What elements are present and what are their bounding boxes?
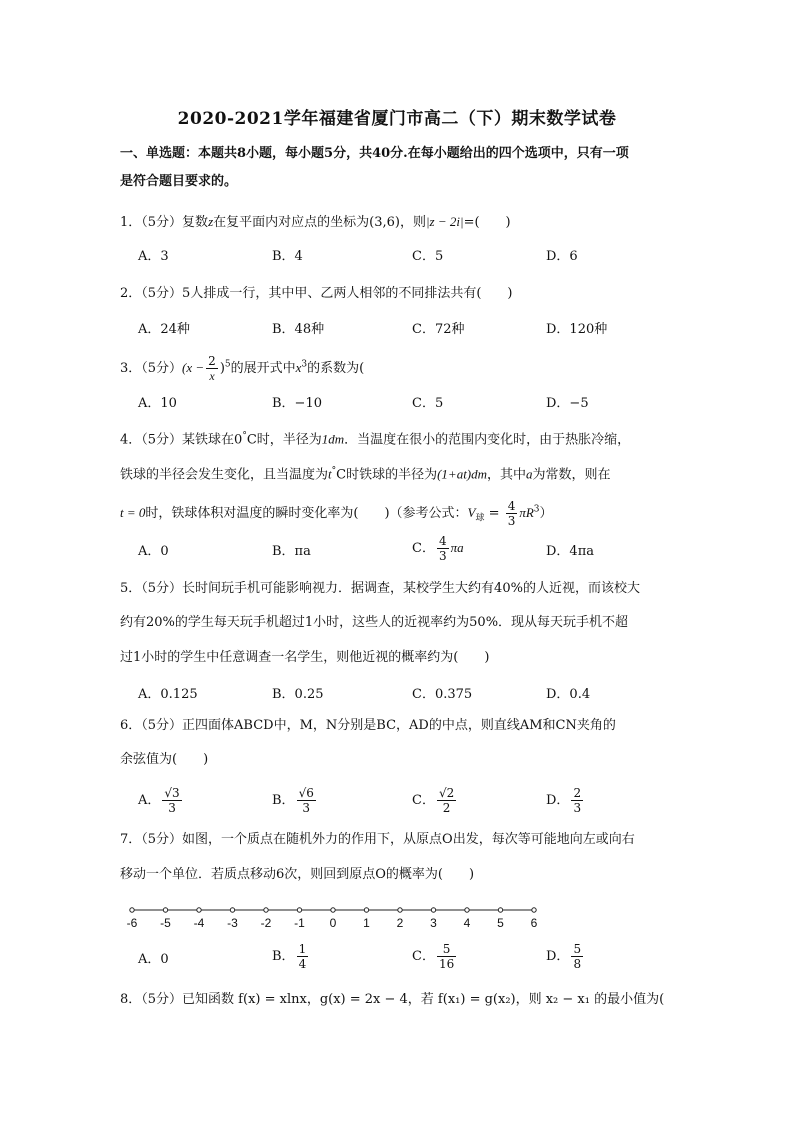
q7-option-c[interactable]	[412, 942, 458, 971]
q7-b-fraction	[297, 942, 309, 971]
question-1-expr: |z − 2i|	[425, 214, 464, 229]
question-3-text2: 的系数为(	[307, 361, 365, 376]
number-line-label: -5	[160, 916, 171, 930]
q6-b-num: √6	[298, 786, 314, 800]
q5-option-d[interactable]: D．0.4	[546, 687, 591, 702]
q4-l3-pow: 3	[533, 504, 540, 515]
question-3-text: 的展开式中	[230, 361, 296, 376]
question-1-number: 1．（5分）	[120, 215, 183, 230]
question-3	[120, 354, 680, 383]
q4-l2d: 为常数，则在	[532, 467, 611, 483]
number-line-point	[230, 908, 234, 912]
q7-option-a[interactable]: A．0	[138, 952, 169, 967]
q1-option-a[interactable]: A．3	[138, 249, 169, 264]
q6-option-a[interactable]	[138, 786, 184, 815]
question-8-number: 8．（5分）	[120, 992, 183, 1007]
q6-b-fraction	[297, 786, 316, 815]
question-1-text-a: 复数	[182, 215, 209, 230]
q4-l1c: ．当温度在很小的范围内变化时，由于热胀冷缩，	[344, 432, 631, 448]
number-line-point	[364, 908, 368, 912]
q5-option-c[interactable]: C．0.375	[412, 687, 473, 702]
q4-l1-unit: 1dm	[321, 431, 345, 447]
question-1-text-b: 在复平面内对应点的坐标为	[213, 215, 370, 230]
q6-a-num: √3	[164, 786, 180, 800]
question-3-number: 3．（5分）	[120, 361, 183, 376]
q1-option-b[interactable]: B．4	[272, 249, 303, 264]
q6-c-num: √2	[438, 786, 455, 800]
q1-option-c[interactable]: C．5	[412, 249, 444, 264]
question-1	[120, 212, 680, 233]
question-3-x-power: 3	[301, 359, 308, 370]
q4-option-a[interactable]: A．0	[138, 544, 169, 559]
number-line-point	[163, 908, 167, 912]
q4-l2-deg: °	[331, 466, 337, 476]
number-line-label: 3	[430, 916, 437, 930]
number-line-point	[431, 908, 435, 912]
q4-l3-close: ）	[539, 506, 553, 521]
q8-l1: 已知函数 f(x) = xlnx，g(x) = 2x − 4，若 f(x₁) = g(x₂)，则 x₂ − x₁ 的最小值为(	[182, 992, 665, 1007]
q5-option-b[interactable]: B．0.25	[272, 687, 324, 702]
q6-a-den: 3	[168, 801, 176, 815]
question-4-number: 4．（5分）	[120, 432, 183, 448]
q4-c-num: 4	[438, 534, 447, 548]
q4-option-b[interactable]: B．πa	[272, 544, 311, 559]
q5-l1: 长时间玩手机可能影响视力．据调查，某校学生大约有40%的人近视，而该校大	[182, 581, 640, 596]
q7-b-den: 4	[298, 957, 307, 971]
question-3-frac-num: 2	[208, 354, 216, 368]
q4-c-post: πa	[450, 540, 464, 555]
q6-c-den: 2	[442, 801, 451, 815]
q3-option-c[interactable]: C．5	[412, 396, 444, 411]
question-5-number: 5．（5分）	[120, 581, 183, 596]
q3-option-a[interactable]: A．10	[138, 396, 177, 411]
question-4-line3	[120, 499, 680, 529]
q4-option-d[interactable]: D．4πa	[546, 544, 594, 559]
q4-l2b: C时铁球的半径为	[336, 467, 438, 483]
q3-option-b[interactable]: B．−10	[272, 396, 322, 411]
number-line-label: 4	[463, 916, 471, 930]
q6-c-fraction	[437, 786, 456, 815]
number-line-point	[532, 908, 536, 912]
number-line-point	[398, 908, 402, 912]
q4-l2-t: t	[328, 466, 332, 482]
question-1-text-c: ，则	[399, 215, 426, 230]
number-line-label: -2	[260, 916, 272, 930]
q6-d-num: 2	[573, 786, 582, 800]
q7-b-pre: B．	[272, 949, 295, 964]
q5-option-a[interactable]: A．0.125	[138, 687, 198, 702]
section-heading-line2: 是符合题目要求的。	[120, 174, 238, 189]
number-line-point	[465, 908, 469, 912]
question-7-line2: 移动一个单位．若质点移动6次，则回到原点O的概率为( )	[120, 867, 475, 882]
question-3-power: 5	[224, 359, 231, 370]
q4-c-pre: C．	[412, 541, 435, 556]
q7-option-d[interactable]	[546, 942, 585, 971]
q4-l1b: C时，半径为	[246, 432, 322, 448]
q2-option-d[interactable]: D．120种	[546, 322, 608, 337]
number-line-point	[264, 908, 268, 912]
q7-l1: 如图，一个质点在随机外力的作用下，从原点O出发，每次等可能地向左或向右	[182, 832, 635, 847]
question-1-z: z	[208, 214, 214, 229]
q4-l2c: ，其中	[487, 467, 527, 483]
q2-option-c[interactable]: C．72种	[412, 322, 465, 337]
number-line-label: 5	[497, 916, 504, 930]
question-5-line2: 约有20%的学生每天玩手机超过1小时，这些人的近视率约为50%．现从每天玩手机不超	[120, 615, 629, 630]
q4-l2-a: a	[526, 466, 533, 482]
section-heading-line1: 一、单选题：本题共8小题，每小题5分，共40分.在每小题给出的四个选项中，只有一项	[120, 146, 629, 161]
q7-d-fraction	[571, 942, 583, 971]
q6-l1: 正四面体ABCD中，M，N分别是BC，AD的中点，则直线AM和CN夹角的	[182, 718, 616, 733]
number-line-label: 1	[363, 916, 370, 930]
q4-l1a: 某铁球在0	[182, 432, 243, 448]
question-3-frac-den: x	[209, 369, 215, 383]
q6-b-pre: B．	[272, 793, 295, 808]
question-6-line1	[120, 716, 680, 736]
q6-option-b[interactable]	[272, 786, 318, 815]
question-7-line1	[120, 830, 680, 850]
number-line-label: -6	[126, 916, 138, 930]
question-3-pre: (x −	[182, 360, 205, 375]
q4-l3-frac-den: 3	[507, 514, 516, 528]
q6-c-pre: C．	[412, 793, 435, 808]
question-7-number: 7．（5分）	[120, 832, 183, 847]
question-2-number: 2．（5分）	[120, 286, 183, 301]
number-line-point	[498, 908, 502, 912]
q6-d-pre: D．	[546, 793, 570, 808]
q3-option-d[interactable]: D．−5	[546, 396, 589, 411]
question-2	[120, 284, 680, 304]
q1-option-d[interactable]: D．6	[546, 249, 578, 264]
number-line-point	[331, 908, 335, 912]
q7-option-b[interactable]	[272, 942, 310, 971]
q4-c-den: 3	[438, 549, 447, 563]
q4-l3-V: V	[467, 505, 476, 520]
q6-option-d[interactable]	[546, 786, 585, 815]
question-1-coord: (3,6)	[369, 215, 400, 230]
q4-l3b: 时，铁球体积对温度的瞬时变化率为( )（参考公式：	[145, 506, 468, 521]
question-5-line1	[120, 579, 680, 599]
question-5-line3: 过1小时的学生中任意调查一名学生，则他近视的概率约为( )	[120, 650, 490, 665]
question-6-number: 6．（5分）	[120, 718, 183, 733]
q7-c-num: 5	[437, 942, 456, 957]
question-2-text: 5人排成一行，其中甲、乙两人相邻的不同排法共有( )	[182, 286, 513, 301]
number-line-label: 0	[329, 916, 337, 930]
q6-a-fraction	[162, 786, 181, 815]
question-6-line2: 余弦值为( )	[120, 752, 209, 767]
number-line-label: -3	[227, 916, 238, 930]
q6-option-c[interactable]	[412, 786, 458, 815]
question-1-text-d: =( )	[463, 215, 511, 230]
q7-d-pre: D．	[546, 949, 570, 964]
question-8-line1	[120, 990, 680, 1010]
question-4-line2	[120, 461, 680, 485]
number-line-ticks	[127, 908, 538, 930]
q7-c-pre: C．	[412, 949, 435, 964]
q4-l3-frac-num: 4	[507, 499, 516, 513]
q7-c-fraction	[437, 942, 456, 971]
q7-b-num: 1	[298, 942, 307, 956]
number-line-label: 2	[396, 916, 404, 930]
q4-l3-Vsub: 球	[475, 513, 485, 524]
q4-l1-deg: °	[242, 431, 247, 441]
q6-a-pre: A．	[138, 793, 161, 808]
number-line-label: -1	[294, 916, 305, 930]
q2-option-b[interactable]: B．48种	[272, 322, 325, 337]
question-3-post: )	[219, 361, 225, 376]
q4-option-c[interactable]	[412, 534, 464, 563]
question-4-line1	[120, 426, 680, 450]
q7-d-num: 5	[573, 942, 582, 956]
number-line-point	[197, 908, 201, 912]
q2-option-a[interactable]: A．24种	[138, 322, 190, 337]
number-line-label: -4	[193, 916, 205, 930]
q4-c-fraction	[437, 534, 449, 563]
page-title: 2020-2021学年福建省厦门市高二（下）期末数学试卷	[177, 109, 617, 129]
question-3-x: x	[295, 360, 302, 375]
q4-l3-eq: =	[484, 506, 504, 521]
q4-l3-fraction	[506, 499, 518, 528]
q6-d-den: 3	[573, 801, 582, 815]
q6-b-den: 3	[302, 801, 311, 815]
q6-d-fraction	[571, 786, 583, 815]
number-line-point	[130, 908, 134, 912]
q4-l2-expr: (1+at)dm	[437, 466, 488, 482]
q4-l3-tail: πR	[519, 505, 534, 520]
q7-c-den: 16	[438, 957, 455, 971]
number-line-point	[297, 908, 301, 912]
q4-l2a: 铁球的半径会发生变化，且当温度为	[120, 467, 329, 483]
q7-d-den: 8	[573, 957, 582, 971]
question-3-fraction	[206, 354, 218, 383]
number-line-label: 6	[530, 916, 538, 930]
q4-l3a: t = 0	[120, 505, 146, 520]
